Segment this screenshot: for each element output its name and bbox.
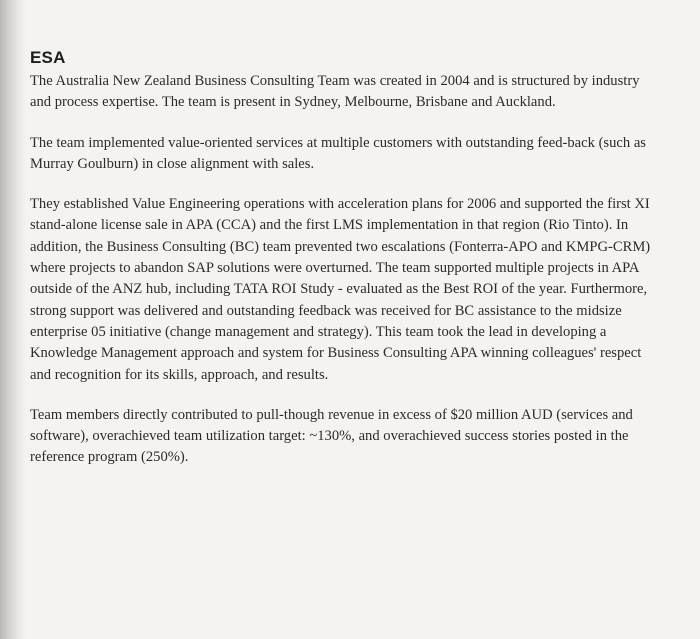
section-heading: ESA <box>30 48 66 67</box>
paragraph-value-services: The team implemented value-oriented services at multiple customers with outstanding feed-back (such as Murray Goulburn) in close alignment with sales. <box>30 134 646 172</box>
document-page <box>30 48 660 488</box>
paragraph-team-overview: The Australia New Zealand Business Consulting Team was created in 2004 and is structured by industry and process expertise. The team is present in Sydney, Melbourne, Brisbane and Auckland. <box>30 73 640 111</box>
paragraph-value-engineering: They established Value Engineering operations with acceleration plans for 2006 and supported the first XI stand-alone license sale in APA (CCA) and the first LMS implementation in that region (Rio Tinto). In addition, the Business Consulting (BC) team prevented two escalations (Fonterra-APO and KMPG-CRM) where projects to abandon SAP solutions were overturned. The team supported multiple projects in APA outside of the ANZ hub, including TATA ROI Study - evaluated as the Best ROI of the year. Furthermore, strong support was delivered and outstanding feedback was received for BC assistance to the midsize enterprise 05 initiative (change management and strategy). This team took the lead in developing a Knowledge Management approach and system for Business Consulting APA winning colleagues' respect and recognition for its skills, approach, and results. <box>30 196 651 383</box>
paragraph-revenue-results: Team members directly contributed to pull-though revenue in excess of $20 million AUD (services and software), overachieved team utilization target: ~130%, and overachieved success stories posted in the reference program (250%). <box>30 406 633 466</box>
page-gutter-shadow <box>0 0 26 639</box>
